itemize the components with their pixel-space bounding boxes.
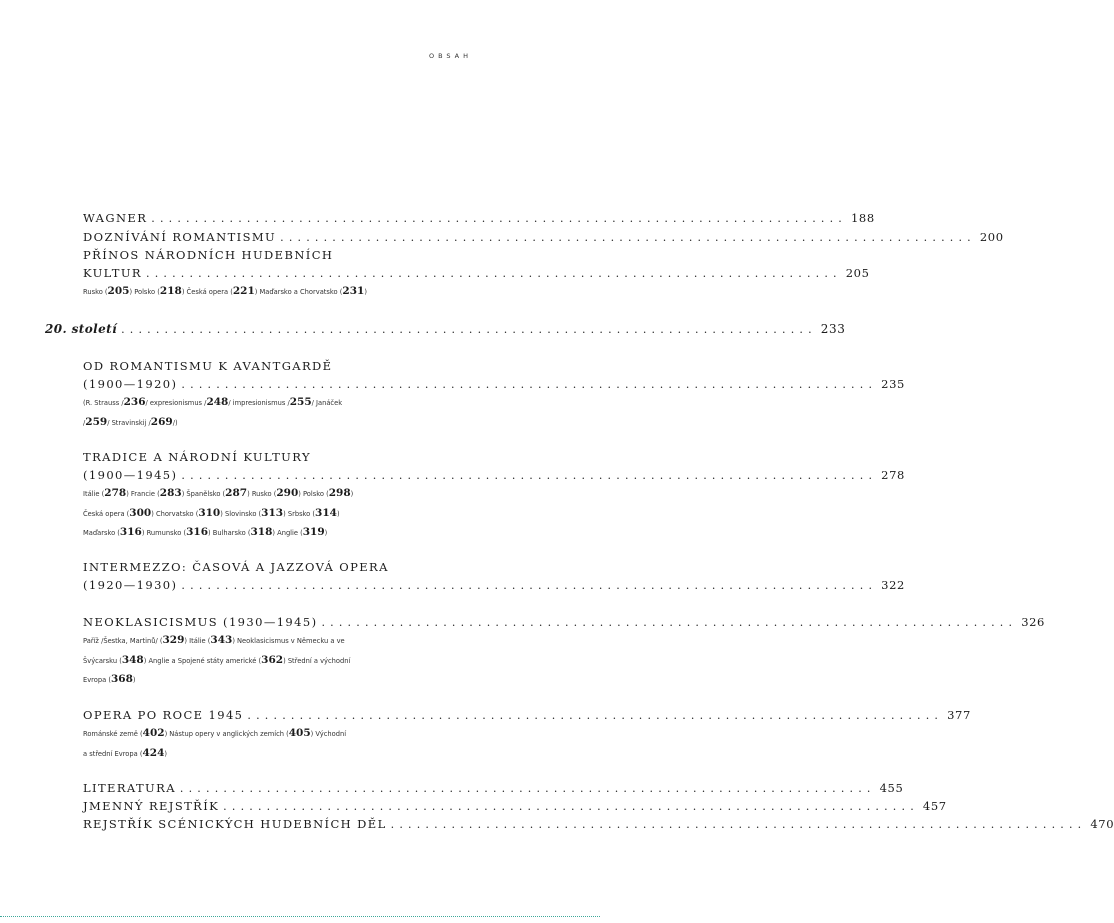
entry-title-line1: OD ROMANTISMU K AVANTGARDĚ xyxy=(83,359,333,373)
subentry-text: / Stravinskij / xyxy=(107,418,151,427)
entry-title-line2: (1900—1920) xyxy=(83,375,181,393)
subentry-text: ) Anglie ( xyxy=(272,529,303,537)
subentry-text: / expresionismus / xyxy=(145,399,207,407)
subentry-page-number: 283 xyxy=(159,487,182,499)
subentry-text: ) xyxy=(350,490,354,498)
page-number: 233 xyxy=(820,322,846,336)
subentry-text: /) xyxy=(172,418,178,427)
subentry-page-number: 329 xyxy=(162,634,185,646)
subentries xyxy=(83,484,467,543)
subentry-text: Rusko ( xyxy=(83,288,108,296)
dot-leader: ................................................................................ xyxy=(179,782,876,795)
subentry-page-number: 316 xyxy=(186,526,209,538)
page-number: 470 xyxy=(1090,817,1114,831)
page-number: 278 xyxy=(881,468,905,482)
subentry-page-number: 221 xyxy=(232,285,255,297)
dot-leader: ................................................................................ xyxy=(247,709,944,722)
subentry-page-number: 402 xyxy=(142,727,165,739)
dot-leader: ................................................................................ xyxy=(223,800,919,813)
entry-title-line1: PŘÍNOS NÁRODNÍCH HUDEBNÍCH xyxy=(83,248,334,262)
subentry-page-number: 269 xyxy=(150,415,173,428)
dot-leader: ................................................................................ xyxy=(151,212,847,225)
subentry-page-number: 343 xyxy=(210,634,233,646)
toc-entry-jmenny-rejstrik[interactable] xyxy=(83,797,947,815)
entry-title: OPERA PO ROCE 1945 xyxy=(83,706,247,724)
dot-leader: ................................................................................ xyxy=(121,323,817,336)
subentry-text: ) Maďarsko a Chorvatsko ( xyxy=(254,288,343,296)
subentry-text: / xyxy=(83,418,86,427)
subentry-text: ) Polsko ( xyxy=(129,288,160,296)
subentry-line xyxy=(83,484,467,504)
subentry-text: ) Východní xyxy=(310,730,347,738)
page-number: 322 xyxy=(881,578,905,592)
subentry-text: Románské země ( xyxy=(83,730,143,738)
subentry-line xyxy=(83,504,467,524)
subentry-page-number: 362 xyxy=(261,653,284,666)
entry-title-line1: INTERMEZZO: ČASOVÁ A JAZZOVÁ OPERA xyxy=(83,560,389,574)
subentry-text: ) xyxy=(324,529,328,537)
subentry-page-number: 319 xyxy=(302,526,325,538)
subentry-text: ) xyxy=(164,749,167,758)
toc-entry-opera-po-roce-1945[interactable] xyxy=(83,706,971,763)
subentry-page-number: 259 xyxy=(85,415,108,428)
subentry-page-number: 290 xyxy=(276,487,299,499)
subentry-page-number: 255 xyxy=(289,396,312,408)
subentry-text: Itálie ( xyxy=(83,490,105,498)
subentry-page-number: 314 xyxy=(315,506,337,519)
subentries xyxy=(83,393,467,432)
dot-leader: ................................................................................ xyxy=(146,267,842,280)
subentry-text: ) xyxy=(336,509,340,518)
toc-entry-neoklasicismus[interactable] xyxy=(83,613,1045,690)
subentry-page-number: 298 xyxy=(328,487,351,499)
subentry-page-number: 405 xyxy=(288,727,311,739)
subentry-text: ) Itálie ( xyxy=(184,637,211,645)
dot-leader: ................................................................................ xyxy=(280,231,976,244)
subentry-page-number: 424 xyxy=(142,746,165,759)
dot-leader: ................................................................................ xyxy=(181,378,878,391)
subentry-text: ) Polsko ( xyxy=(298,490,329,498)
subentry-line xyxy=(83,413,467,433)
subentry-text: Evropa ( xyxy=(83,676,111,684)
subentry-line xyxy=(83,631,467,651)
subentry-text: ) xyxy=(132,676,136,684)
page-number: 457 xyxy=(922,799,947,813)
entry-title-line2: (1900—1945) xyxy=(83,466,181,484)
subentry-page-number: 348 xyxy=(121,653,144,666)
subentry-line xyxy=(83,744,467,764)
subentry-page-number: 313 xyxy=(261,506,284,519)
subentry-page-number: 318 xyxy=(250,526,273,538)
subentry-line xyxy=(83,282,467,302)
page-number: 326 xyxy=(1021,615,1045,629)
dot-leader: ................................................................................ xyxy=(390,818,1087,831)
entry-title: DOZNÍVÁNÍ ROMANTISMU xyxy=(83,228,280,246)
subentry-text: ) Nástup opery v anglických zemích ( xyxy=(164,730,289,738)
subentry-text: ) Anglie a Spojené státy americké ( xyxy=(143,656,262,665)
subentry-line xyxy=(83,393,467,413)
dot-leader: ................................................................................ xyxy=(181,469,878,482)
entry-title-line2: (1920—1930) xyxy=(83,576,181,594)
toc-entry-intermezzo[interactable] xyxy=(83,558,905,594)
toc-entry-tradice-a-narodni-kultury[interactable] xyxy=(83,448,905,543)
subentries xyxy=(83,724,467,763)
subentry-page-number: 278 xyxy=(104,487,127,499)
subentry-text: ) Chorvatsko ( xyxy=(151,509,199,518)
subentry-page-number: 316 xyxy=(119,526,142,538)
toc-entry-wagner[interactable] xyxy=(83,209,875,227)
page-number: 235 xyxy=(881,377,905,391)
subentry-text: ) Slovinsko ( xyxy=(220,509,262,518)
toc-entry-literatura[interactable] xyxy=(83,779,904,797)
toc-entry-od-romantismu-k-avantgarde[interactable] xyxy=(83,357,905,432)
subentry-text: ) Bulharsko ( xyxy=(208,529,251,537)
subentry-text: a střední Evropa ( xyxy=(83,749,143,758)
entry-title: NEOKLASICISMUS (1930—1945) xyxy=(83,613,321,631)
subentry-page-number: 368 xyxy=(110,673,133,685)
subentry-text: ) Česká opera ( xyxy=(181,288,233,296)
subentry-page-number: 218 xyxy=(159,285,182,297)
subentry-text: ) Střední a východní xyxy=(283,656,351,665)
toc-section-20-stoleti[interactable] xyxy=(45,320,846,338)
subentry-line xyxy=(83,651,467,671)
subentry-text: ) xyxy=(364,288,367,296)
entry-title: LITERATURA xyxy=(83,779,180,797)
subentry-page-number: 300 xyxy=(129,506,152,519)
subentry-text: / impresionismus / xyxy=(228,399,290,407)
page-number: 377 xyxy=(947,708,971,722)
section-title: 20. století xyxy=(45,320,121,338)
subentry-text: Švýcarsku ( xyxy=(83,656,122,665)
subentry-line xyxy=(83,523,467,543)
subentries xyxy=(83,282,467,302)
subentry-line xyxy=(83,724,467,744)
page-bottom-edge xyxy=(0,916,600,917)
toc-entry-doznivani-romantismu[interactable] xyxy=(83,228,1004,246)
entry-title-line2: KULTUR xyxy=(83,264,146,282)
entry-title: JMENNÝ REJSTŘÍK xyxy=(83,797,223,815)
entry-title-line1: TRADICE A NÁRODNÍ KULTURY xyxy=(83,450,311,464)
toc-entry-rejstrik-scenickych-del[interactable] xyxy=(83,815,1114,833)
subentry-text: Paříž /Šestka, Martinů/ ( xyxy=(83,637,163,645)
subentries xyxy=(83,631,467,690)
toc-entry-prinos-narodnich-kultur[interactable] xyxy=(83,246,870,302)
subentry-page-number: 310 xyxy=(198,506,221,519)
subentry-text: ) Francie ( xyxy=(126,490,160,498)
running-header: OBSAH xyxy=(428,52,472,60)
page-number: 188 xyxy=(851,211,875,225)
entry-title: REJSTŘÍK SCÉNICKÝCH HUDEBNÍCH DĚL xyxy=(83,815,391,833)
subentry-page-number: 287 xyxy=(225,487,248,499)
subentry-text: / Janáček xyxy=(311,399,343,407)
dot-leader: ................................................................................ xyxy=(181,579,878,592)
page-number: 205 xyxy=(845,266,870,280)
entry-title: WAGNER xyxy=(83,209,151,227)
subentry-page-number: 205 xyxy=(107,285,130,297)
subentry-text: ) Srbsko ( xyxy=(283,509,316,518)
subentry-page-number: 248 xyxy=(206,396,229,408)
page-number: 200 xyxy=(979,230,1004,244)
subentry-text: Česká opera ( xyxy=(83,509,130,518)
subentry-text: ) Rumunsko ( xyxy=(141,529,187,537)
dot-leader: ................................................................................ xyxy=(321,616,1018,629)
subentry-text: ) Rusko ( xyxy=(247,490,277,498)
subentry-text: ) Španělsko ( xyxy=(181,490,226,498)
subentry-page-number: 231 xyxy=(342,285,365,297)
subentry-text: ) Neoklasicismus v Německu a ve xyxy=(232,637,345,645)
subentry-text: (R. Strauss / xyxy=(83,399,124,407)
subentry-text: Maďarsko ( xyxy=(83,529,120,537)
subentry-page-number: 236 xyxy=(123,396,146,408)
page-number: 455 xyxy=(879,781,904,795)
subentry-line xyxy=(83,670,467,690)
